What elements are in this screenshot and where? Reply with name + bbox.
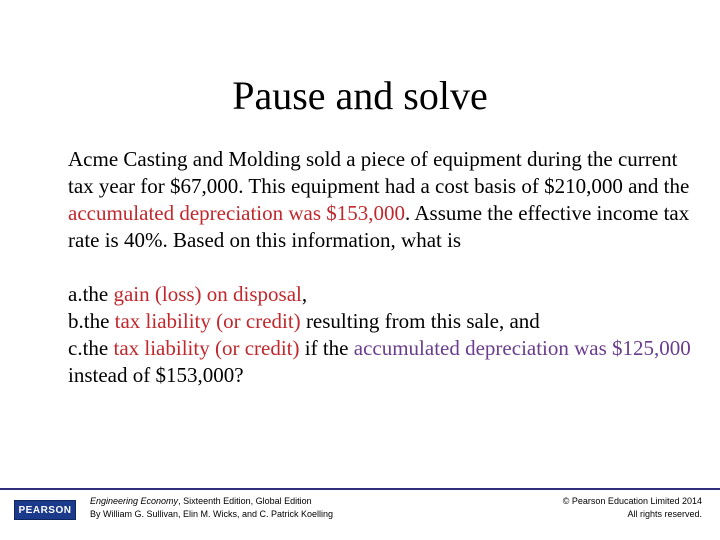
footer-divider [0, 488, 720, 490]
question-a-prefix: a.the [68, 282, 114, 306]
question-b-prefix: b.the [68, 309, 115, 333]
footer-copyright [563, 495, 702, 521]
question-a [68, 282, 307, 306]
pearson-logo: PEARSON [14, 500, 76, 520]
problem-text-2: . Assume the effective income tax rate is 40%. Based on this information, what is [68, 201, 690, 252]
question-a-suffix: , [301, 282, 308, 306]
footer-book-info [90, 495, 333, 521]
question-c-suffix: instead of $153,000? [68, 363, 244, 387]
question-c [68, 336, 691, 387]
slide-title: Pause and solve [232, 73, 488, 118]
question-a-highlight: gain (loss) on disposal [113, 282, 302, 306]
question-b-suffix: resulting from this sale, and [300, 309, 540, 333]
question-list [68, 281, 708, 389]
question-b-highlight: tax liability (or credit) [114, 309, 301, 333]
footer-book-line [90, 495, 333, 508]
question-c-prefix: c.the [68, 336, 114, 360]
problem-text-1: Acme Casting and Molding sold a piece of equipment during the current tax year for $67,000. This equipment had a cost basis of $210,000 and the [68, 147, 690, 198]
problem-paragraph [68, 146, 708, 254]
question-c-highlight-red: tax liability (or credit) [113, 336, 300, 360]
book-title: Engineering Economy [90, 496, 179, 506]
problem-statement [68, 146, 708, 389]
rights-line: All rights reserved. [627, 509, 702, 519]
book-edition: , Sixteenth Edition, Global Edition [178, 496, 312, 506]
footer-authors: By William G. Sullivan, Elin M. Wicks, and C. Patrick Koelling [90, 509, 334, 519]
question-c-mid: if the [299, 336, 354, 360]
question-c-highlight-purple: accumulated depreciation was $125,000 [353, 336, 691, 360]
accumulated-depreciation-highlight: accumulated depreciation was $153,000 [68, 201, 406, 225]
copyright-line: © Pearson Education Limited 2014 [562, 496, 702, 506]
question-b [68, 309, 540, 333]
